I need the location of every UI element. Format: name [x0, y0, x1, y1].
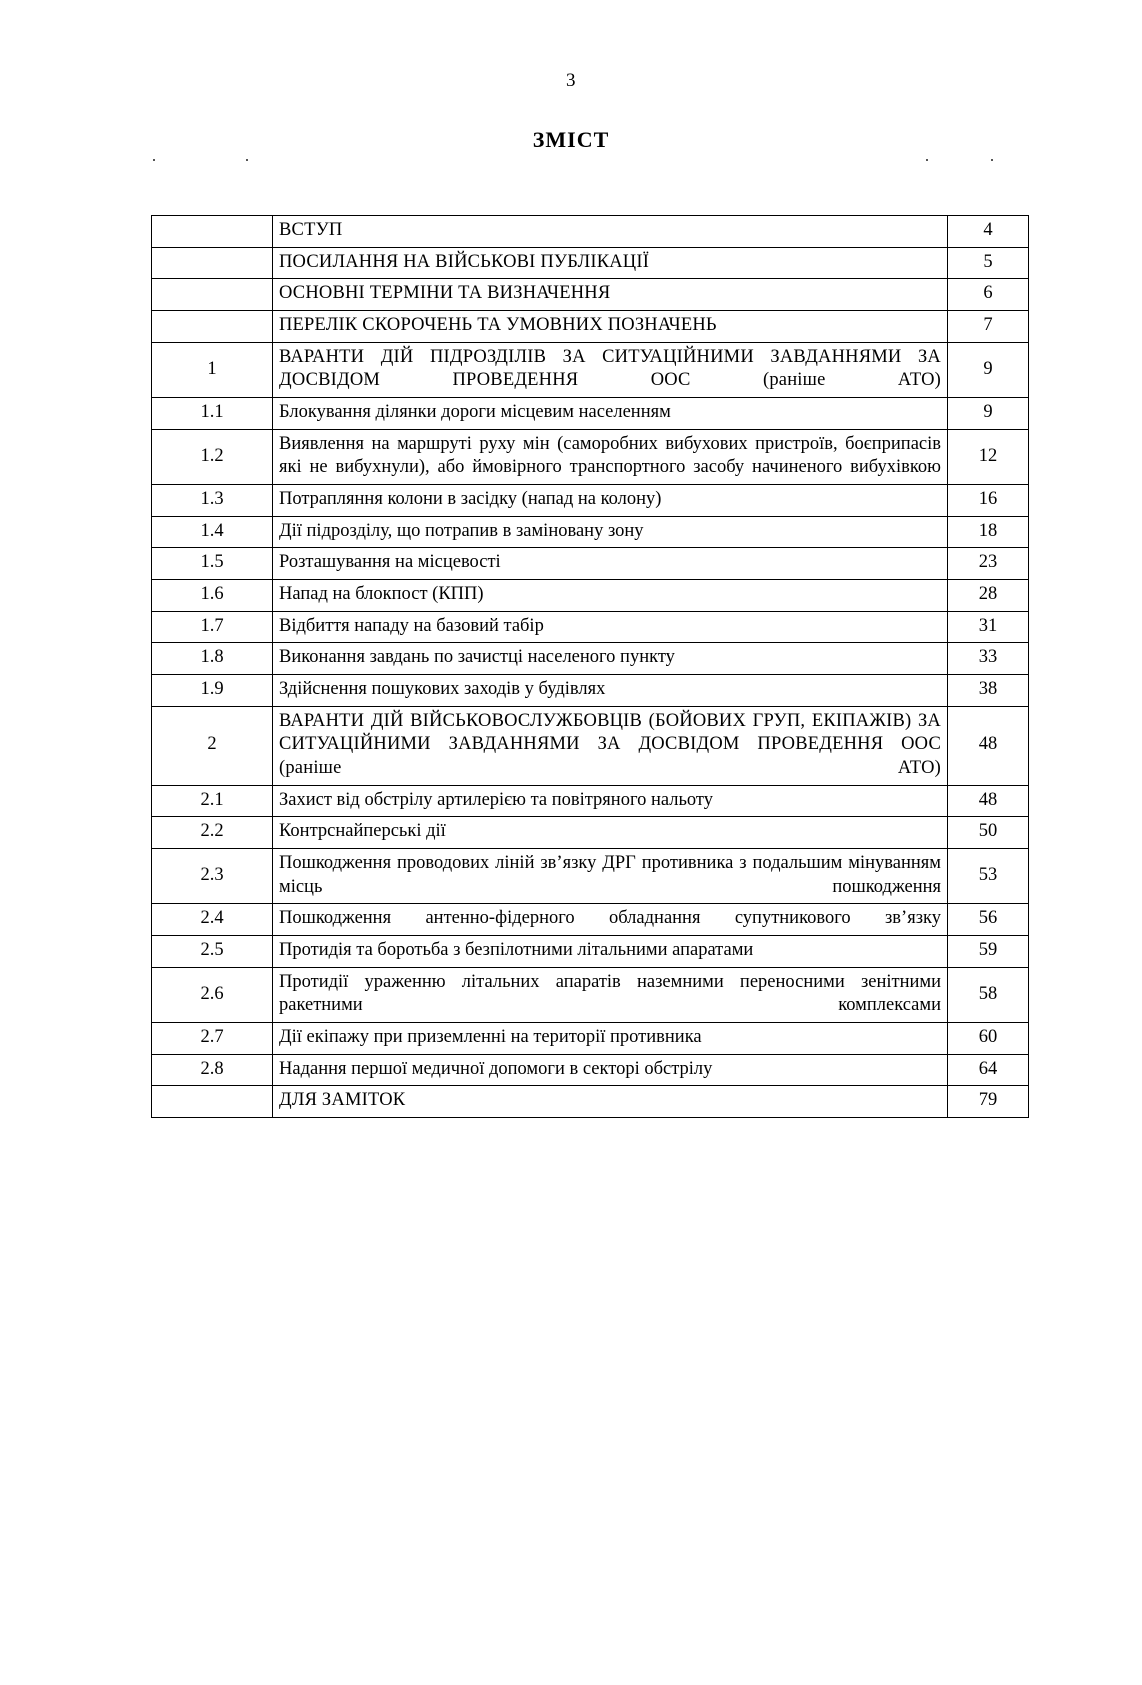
toc-entry-page: 60 — [948, 1023, 1029, 1055]
toc-entry-page: 23 — [948, 548, 1029, 580]
toc-section-number: 1.7 — [152, 611, 273, 643]
toc-entry-page: 7 — [948, 311, 1029, 343]
toc-entry-title[interactable]: Розташування на місцевості — [273, 548, 948, 580]
toc-entry-title[interactable]: Виконання завдань по зачистці населеного пункту — [273, 643, 948, 675]
table-row — [152, 1023, 1029, 1055]
toc-entry-page: 16 — [948, 485, 1029, 517]
toc-entry-title[interactable]: Контрснайперські дії — [273, 817, 948, 849]
toc-section-number: 2.8 — [152, 1054, 273, 1086]
toc-section-number: 1.1 — [152, 398, 273, 430]
page-title: ЗМІСТ — [532, 127, 610, 152]
toc-section-number: 2.1 — [152, 785, 273, 817]
table-row — [152, 817, 1029, 849]
toc-entry-page: 64 — [948, 1054, 1029, 1086]
toc-entry-title[interactable]: Захист від обстрілу артилерією та повітряного нальоту — [273, 785, 948, 817]
toc-entry-title[interactable]: Пошкодження антенно-фідерного обладнання супутникового зв’язку — [273, 904, 948, 936]
table-row — [152, 398, 1029, 430]
decorative-dots — [151, 153, 991, 167]
table-row — [152, 342, 1029, 397]
toc-section-number — [152, 279, 273, 311]
toc-entry-page: 9 — [948, 398, 1029, 430]
toc-entry-page: 59 — [948, 936, 1029, 968]
toc-entry-title[interactable]: ДЛЯ ЗАМІТОК — [273, 1086, 948, 1118]
table-row — [152, 643, 1029, 675]
toc-section-number: 1 — [152, 342, 273, 397]
toc-entry-title[interactable]: Виявлення на маршруті руху мін (саморобних вибухових пристроїв, боєприпасів які не вибухнули), або ймовірного транспортного засобу начиненого вибухівкою — [273, 429, 948, 484]
table-row — [152, 785, 1029, 817]
toc-section-number — [152, 216, 273, 248]
toc-section-number: 1.8 — [152, 643, 273, 675]
toc-section-number: 1.5 — [152, 548, 273, 580]
table-row — [152, 936, 1029, 968]
toc-section-number: 2.4 — [152, 904, 273, 936]
toc-entry-page: 79 — [948, 1086, 1029, 1118]
table-row — [152, 516, 1029, 548]
toc-entry-page: 28 — [948, 580, 1029, 612]
toc-entry-page: 53 — [948, 849, 1029, 904]
toc-entry-page: 4 — [948, 216, 1029, 248]
toc-entry-page: 33 — [948, 643, 1029, 675]
toc-entry-page: 58 — [948, 967, 1029, 1022]
toc-entry-title[interactable]: ВАРАНТИ ДІЙ ВІЙСЬКОВОСЛУЖБОВЦІВ (БОЙОВИХ ГРУП, ЕКІПАЖІВ) ЗА СИТУАЦІЙНИМИ ЗАВДАННЯМИ ЗА ДОСВІДОМ ПРОВЕДЕННЯ ООС (раніше АТО) — [273, 706, 948, 785]
toc-entry-title[interactable]: ВАРАНТИ ДІЙ ПІДРОЗДІЛІВ ЗА СИТУАЦІЙНИМИ ЗАВДАННЯМИ ЗА ДОСВІДОМ ПРОВЕДЕННЯ ООС (раніше АТО) — [273, 342, 948, 397]
toc-entry-title[interactable]: Здійснення пошукових заходів у будівлях — [273, 675, 948, 707]
toc-entry-page: 31 — [948, 611, 1029, 643]
toc-entry-title[interactable]: ПОСИЛАННЯ НА ВІЙСЬКОВІ ПУБЛІКАЦІЇ — [273, 247, 948, 279]
document-page — [0, 70, 1142, 1685]
toc-section-number: 2.5 — [152, 936, 273, 968]
toc-entry-page: 9 — [948, 342, 1029, 397]
table-of-contents — [151, 215, 998, 1118]
toc-entry-page: 12 — [948, 429, 1029, 484]
toc-entry-page: 48 — [948, 785, 1029, 817]
table-row — [152, 967, 1029, 1022]
table-row — [152, 1054, 1029, 1086]
table-row — [152, 216, 1029, 248]
toc-entry-title[interactable]: Напад на блокпост (КПП) — [273, 580, 948, 612]
toc-section-number: 1.3 — [152, 485, 273, 517]
toc-entry-page: 48 — [948, 706, 1029, 785]
table-row — [152, 485, 1029, 517]
toc-entry-title[interactable]: Протидії ураженню літальних апаратів наземними переносними зенітними ракетними комплексами — [273, 967, 948, 1022]
table-row — [152, 429, 1029, 484]
toc-section-number: 1.6 — [152, 580, 273, 612]
toc-section-number: 2.3 — [152, 849, 273, 904]
toc-section-number: 1.4 — [152, 516, 273, 548]
table-row — [152, 580, 1029, 612]
toc-entry-title[interactable]: ОСНОВНІ ТЕРМІНИ ТА ВИЗНАЧЕННЯ — [273, 279, 948, 311]
toc-entry-page: 38 — [948, 675, 1029, 707]
toc-entry-page: 50 — [948, 817, 1029, 849]
toc-entry-page: 5 — [948, 247, 1029, 279]
toc-entry-title[interactable]: Дії екіпажу при приземленні на території противника — [273, 1023, 948, 1055]
toc-section-number: 2.6 — [152, 967, 273, 1022]
toc-section-number: 2.7 — [152, 1023, 273, 1055]
toc-entry-title[interactable]: Пошкодження проводових ліній зв’язку ДРГ противника з подальшим мінуванням місць пошкодження — [273, 849, 948, 904]
toc-section-number: 1.9 — [152, 675, 273, 707]
table-row — [152, 706, 1029, 785]
toc-entry-title[interactable]: Потрапляння колони в засідку (напад на колону) — [273, 485, 948, 517]
toc-entry-title[interactable]: Блокування ділянки дороги місцевим населенням — [273, 398, 948, 430]
table-row — [152, 904, 1029, 936]
table-row — [152, 611, 1029, 643]
table-row — [152, 849, 1029, 904]
toc-table — [151, 215, 1029, 1118]
toc-entry-title[interactable]: Дії підрозділу, що потрапив в заміновану зону — [273, 516, 948, 548]
table-row — [152, 548, 1029, 580]
table-row — [152, 1086, 1029, 1118]
toc-entry-title[interactable]: Протидія та боротьба з безпілотними літальними апаратами — [273, 936, 948, 968]
toc-entry-page: 6 — [948, 279, 1029, 311]
toc-entry-page: 56 — [948, 904, 1029, 936]
toc-entry-title[interactable]: ПЕРЕЛІК СКОРОЧЕНЬ ТА УМОВНИХ ПОЗНАЧЕНЬ — [273, 311, 948, 343]
toc-section-number: 2 — [152, 706, 273, 785]
table-row — [152, 675, 1029, 707]
toc-section-number — [152, 1086, 273, 1118]
toc-entry-title[interactable]: Відбиття нападу на базовий табір — [273, 611, 948, 643]
table-row — [152, 247, 1029, 279]
table-row — [152, 311, 1029, 343]
toc-section-number: 2.2 — [152, 817, 273, 849]
toc-section-number — [152, 311, 273, 343]
toc-entry-title[interactable]: ВСТУП — [273, 216, 948, 248]
page-number: 3 — [566, 70, 576, 91]
toc-section-number — [152, 247, 273, 279]
toc-entry-page: 18 — [948, 516, 1029, 548]
toc-section-number: 1.2 — [152, 429, 273, 484]
toc-entry-title[interactable]: Надання першої медичної допомоги в секторі обстрілу — [273, 1054, 948, 1086]
table-row — [152, 279, 1029, 311]
